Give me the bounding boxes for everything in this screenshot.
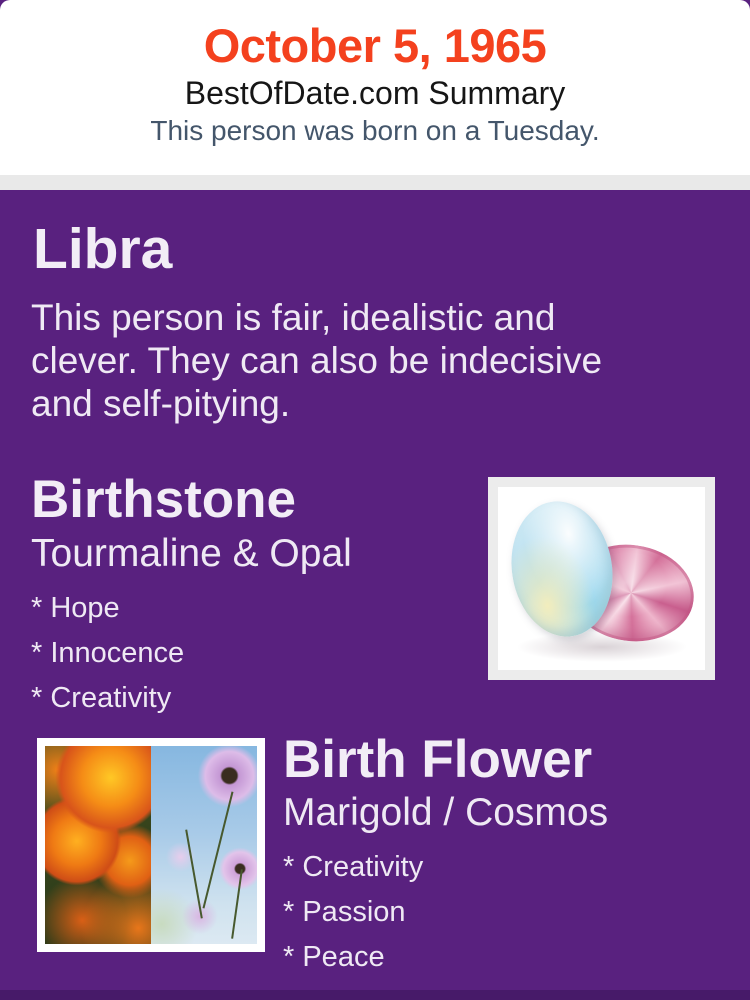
marigold-photo-half — [45, 746, 151, 944]
birthstone-section — [31, 472, 471, 729]
birthstone-names: Tourmaline & Opal — [31, 531, 352, 575]
cosmos-stem — [231, 869, 243, 939]
birth-flower-image-inner — [45, 746, 257, 944]
header-divider — [0, 175, 750, 190]
zodiac-description: This person is fair, idealistic and clever. They can also be indecisive and self-pitying. — [31, 297, 603, 424]
birth-flower-trait: * Peace — [283, 940, 385, 973]
birthstone-traits-list — [31, 591, 471, 714]
birth-flower-names: Marigold / Cosmos — [283, 790, 609, 834]
birth-flower-trait: * Passion — [283, 895, 406, 928]
weekday-born-line: This person was born on a Tuesday. — [150, 115, 600, 147]
birthstone-trait: * Innocence — [31, 636, 185, 669]
cosmos-stem — [202, 791, 233, 908]
birth-flower-section — [283, 732, 723, 988]
birth-flower-traits-list — [283, 850, 723, 973]
birthstone-image — [488, 477, 715, 680]
birth-flower-trait: * Creativity — [283, 850, 424, 883]
site-summary-subtitle: BestOfDate.com Summary — [184, 74, 566, 111]
birthstone-heading: Birthstone — [31, 470, 296, 529]
cosmos-stem — [186, 830, 204, 919]
page-title-date: October 5, 1965 — [203, 19, 547, 72]
zodiac-sign-heading: Libra — [33, 217, 173, 281]
birth-flower-heading: Birth Flower — [283, 730, 593, 789]
birthstone-image-inner — [498, 487, 705, 670]
birth-flower-image — [37, 738, 265, 952]
birthstone-trait: * Creativity — [31, 681, 172, 714]
cosmos-photo-half — [151, 746, 257, 944]
header — [0, 0, 750, 175]
birthstone-trait: * Hope — [31, 591, 120, 624]
footer-strip — [0, 990, 750, 1000]
